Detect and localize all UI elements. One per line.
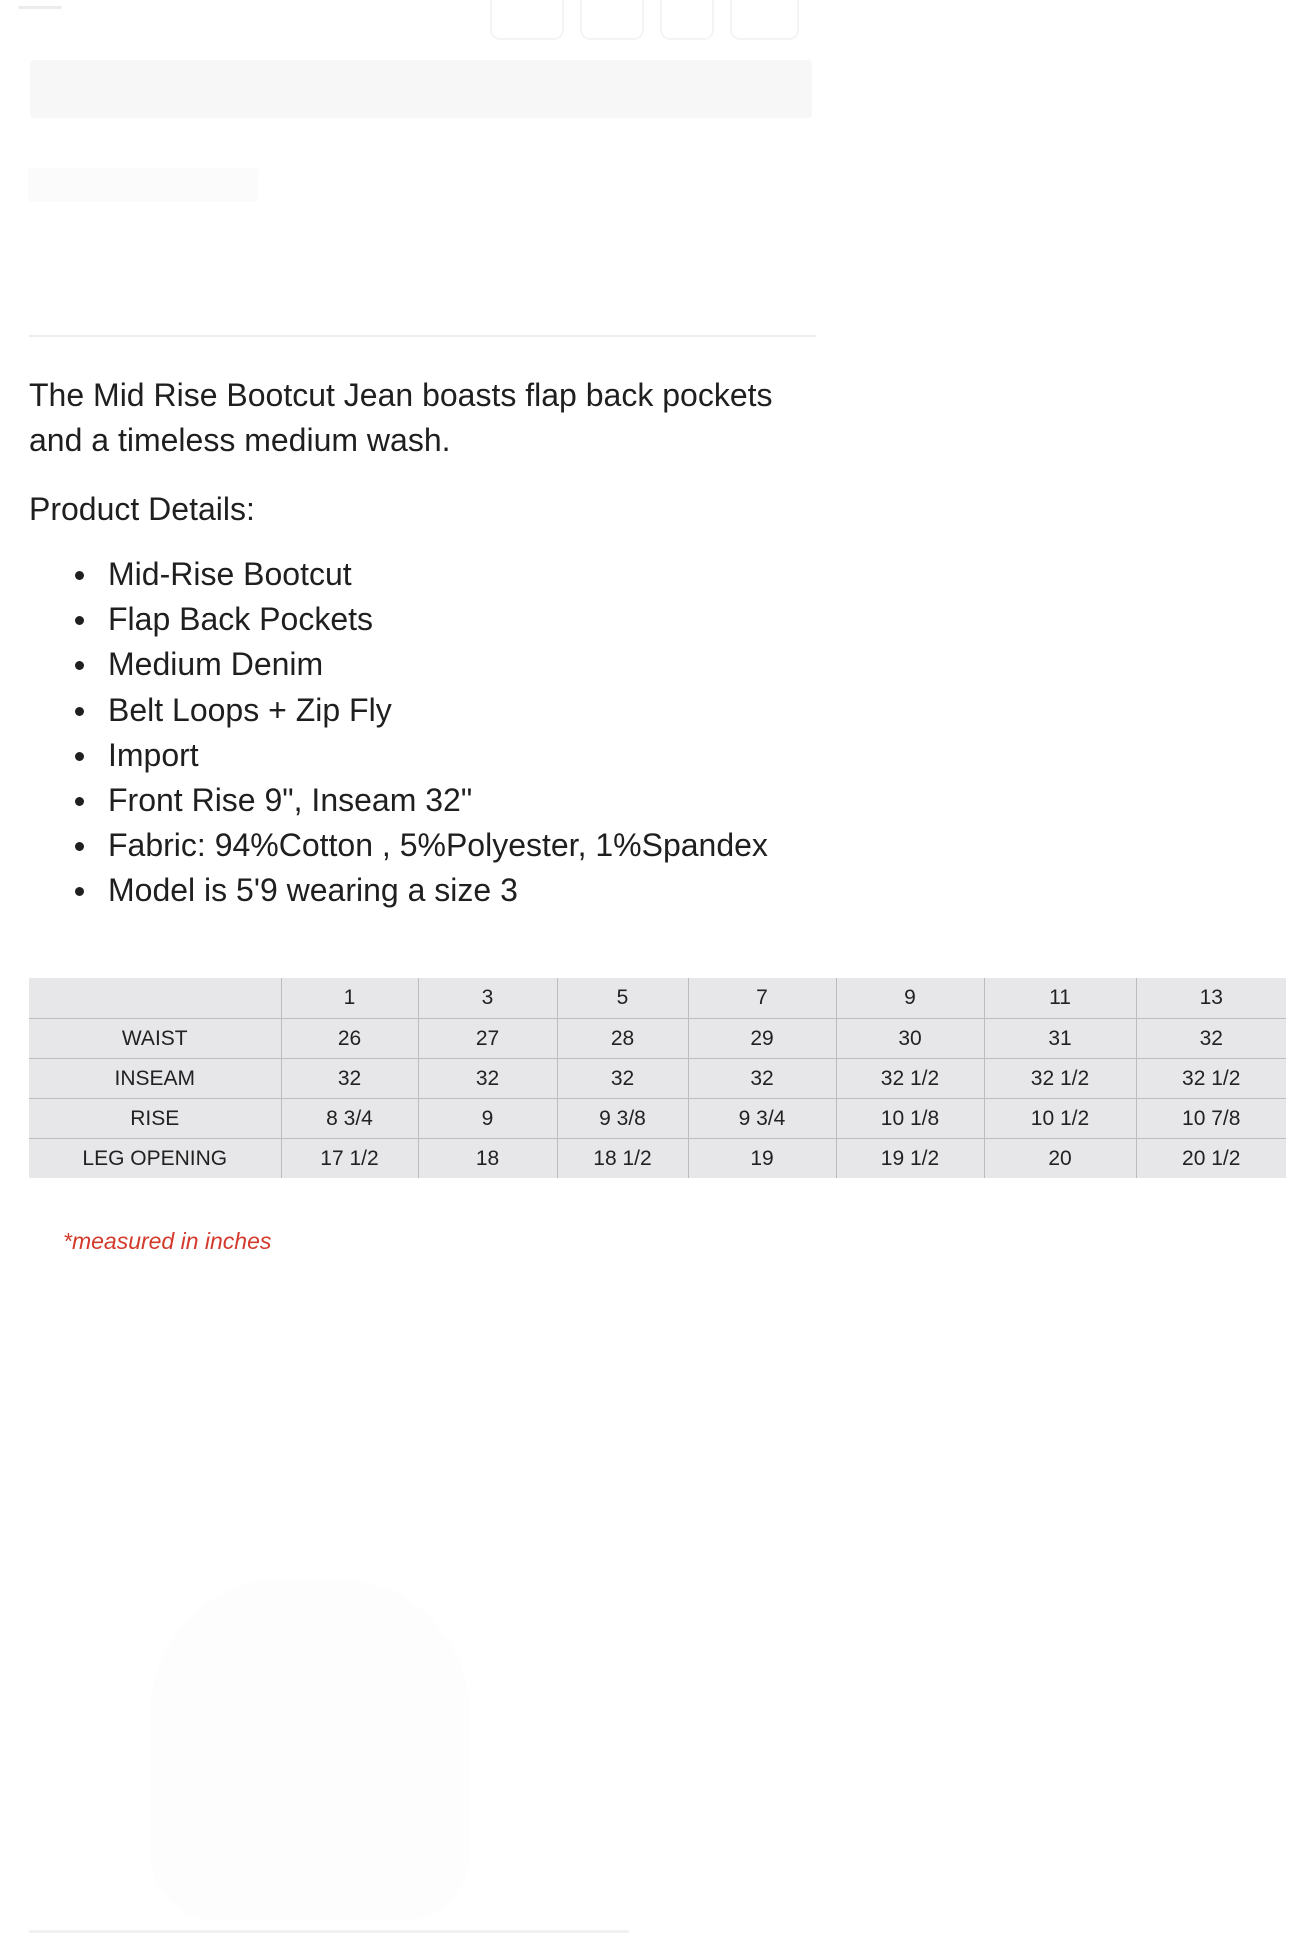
table-cell: 8 3/4 (281, 1099, 418, 1139)
size-header-cell: 5 (557, 978, 688, 1019)
table-cell: 28 (557, 1019, 688, 1059)
faded-banner (30, 60, 812, 118)
measurement-note: *measured in inches (63, 1228, 272, 1254)
table-cell: 29 (688, 1019, 836, 1059)
table-cell: 9 (418, 1099, 557, 1139)
detail-item: Flap Back Pockets (29, 597, 849, 642)
table-cell: 32 (688, 1059, 836, 1099)
menu-icon (18, 6, 62, 9)
table-cell: 18 1/2 (557, 1139, 688, 1179)
table-cell: 32 (418, 1059, 557, 1099)
table-row (29, 1019, 1286, 1059)
size-header-cell: 9 (836, 978, 984, 1019)
table-cell: 32 (1136, 1019, 1286, 1059)
table-row (29, 1139, 1286, 1179)
table-cell: 19 (688, 1139, 836, 1179)
table-cell: 30 (836, 1019, 984, 1059)
size-header-cell: 13 (1136, 978, 1286, 1019)
faded-logo (490, 0, 800, 44)
detail-item: Mid-Rise Bootcut (29, 552, 849, 597)
size-header-cell: 11 (984, 978, 1136, 1019)
table-cell: 20 1/2 (1136, 1139, 1286, 1179)
size-header-cell: 1 (281, 978, 418, 1019)
size-header-cell: 3 (418, 978, 557, 1019)
size-chart-table (29, 978, 1286, 1178)
table-cell: 32 (557, 1059, 688, 1099)
row-label: LEG OPENING (29, 1139, 281, 1179)
table-cell: 9 3/8 (557, 1099, 688, 1139)
size-header-cell: 7 (688, 978, 836, 1019)
detail-item: Belt Loops + Zip Fly (29, 688, 849, 733)
table-cell: 32 1/2 (1136, 1059, 1286, 1099)
table-cell: 17 1/2 (281, 1139, 418, 1179)
detail-item: Fabric: 94%Cotton , 5%Polyester, 1%Spandex (29, 823, 849, 868)
table-cell: 32 1/2 (836, 1059, 984, 1099)
section-divider (29, 335, 816, 337)
product-details-heading: Product Details: (29, 491, 255, 527)
table-cell: 31 (984, 1019, 1136, 1059)
table-cell: 32 1/2 (984, 1059, 1136, 1099)
faded-product-image (150, 1580, 470, 1920)
product-description: The Mid Rise Bootcut Jean boasts flap back pockets and a timeless medium wash. (29, 377, 773, 458)
detail-item: Medium Denim (29, 642, 849, 687)
detail-item: Import (29, 733, 849, 778)
faded-title (28, 168, 258, 202)
table-cell: 32 (281, 1059, 418, 1099)
faded-footer (29, 1930, 629, 1933)
detail-item: Front Rise 9", Inseam 32" (29, 778, 849, 823)
table-cell: 10 7/8 (1136, 1099, 1286, 1139)
detail-item: Model is 5'9 wearing a size 3 (29, 868, 849, 913)
row-label: RISE (29, 1099, 281, 1139)
table-cell: 18 (418, 1139, 557, 1179)
product-details-list (29, 552, 849, 914)
row-label: INSEAM (29, 1059, 281, 1099)
table-cell: 9 3/4 (688, 1099, 836, 1139)
table-cell: 26 (281, 1019, 418, 1059)
corner-cell (29, 978, 281, 1019)
table-row (29, 1059, 1286, 1099)
table-cell: 10 1/2 (984, 1099, 1136, 1139)
size-header-row (29, 978, 1286, 1019)
table-row (29, 1099, 1286, 1139)
faded-header-area (0, 0, 1290, 340)
table-cell: 27 (418, 1019, 557, 1059)
row-label: WAIST (29, 1019, 281, 1059)
table-cell: 10 1/8 (836, 1099, 984, 1139)
table-cell: 20 (984, 1139, 1136, 1179)
table-cell: 19 1/2 (836, 1139, 984, 1179)
